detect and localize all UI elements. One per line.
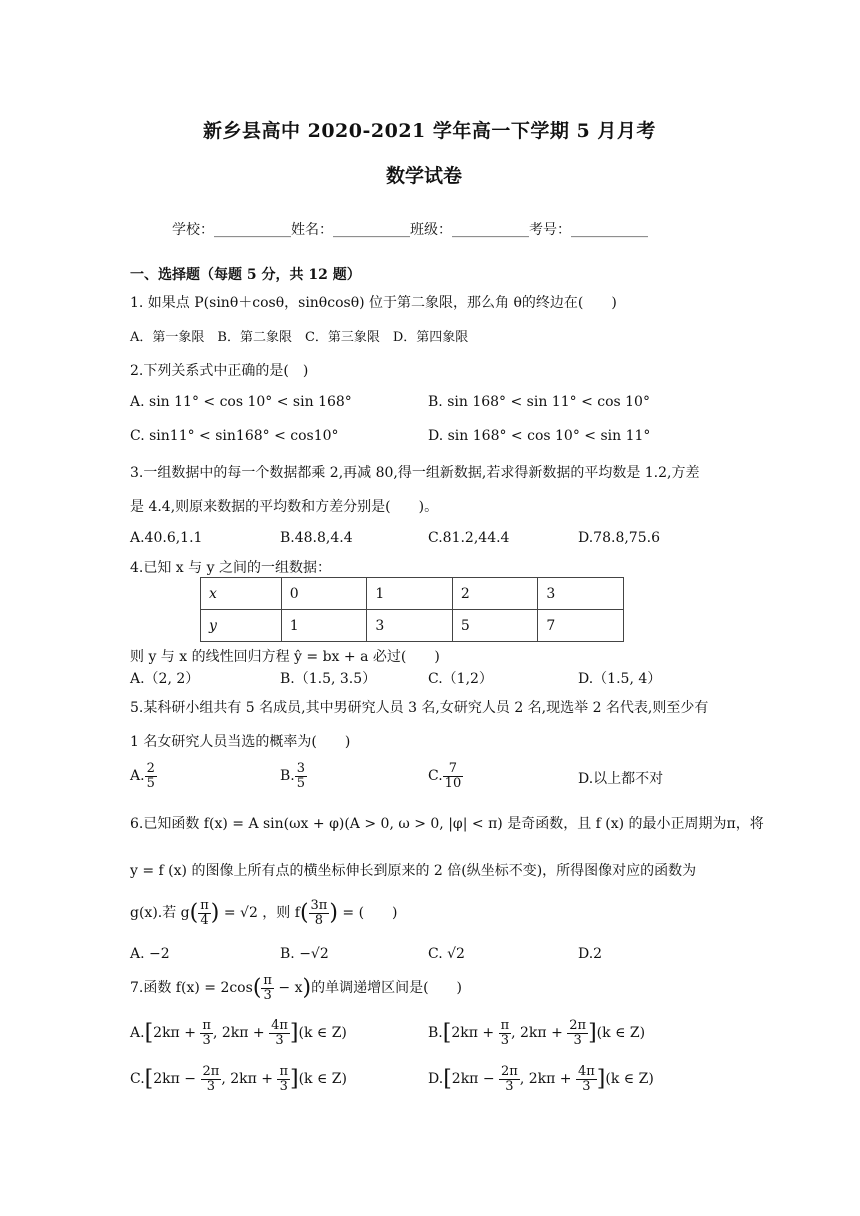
q6-line3: g(x).若 g( $\frac{\pi}{4}$ ) = √2 ，则 f( $\frac{3\pi}{8}$ ) = ( ) (130, 898, 398, 928)
section-heading: 一、选择题（每题 5 分，共 12 题） (130, 267, 361, 283)
q7-option-a: A.[2kπ + $\frac{\pi}{3}$ , 2kπ + $\frac{4\pi}{3}$ ](k ∈ Z) (130, 1018, 347, 1048)
q2-option-d: D. sin 168° < cos 10° < sin 11° (428, 428, 651, 444)
q1-stem: 1. 如果点 P(sinθ＋cosθ，sinθcosθ) 位于第二象限，那么角 θ的终边在( ) (130, 295, 617, 311)
q4-option-c: C.（1,2） (428, 671, 493, 687)
q4-option-b: B.（1.5, 3.5） (280, 671, 377, 687)
table-cell: x (201, 578, 282, 610)
q6-line2: y = f (x) 的图像上所有点的横坐标伸长到原来的 2 倍(纵坐标不变)，所得图像对应的函数为 (130, 863, 697, 879)
table-cell: 7 (538, 610, 624, 642)
student-info-line: 学校：___________姓名：___________班级：___________考号：___________ (172, 222, 648, 238)
fraction: $\frac{2\pi}{3}$ (569, 1018, 587, 1048)
q4-stem: 4.已知 x 与 y 之间的一组数据： (130, 560, 331, 576)
fraction: $\frac{4\pi}{3}$ (271, 1018, 288, 1048)
q2-option-b: B. sin 168° < sin 11° < cos 10° (428, 394, 650, 410)
q3-option-c: C.81.2,44.4 (428, 530, 510, 546)
fraction: $\frac{2}{5}$ (146, 761, 155, 791)
table-cell: 2 (452, 578, 538, 610)
fraction: $\frac{\pi}{3}$ (202, 1018, 211, 1048)
table-row (201, 578, 624, 610)
table-cell: 1 (281, 610, 367, 642)
q5-option-b: B. $\frac{3}{5}$ (280, 761, 306, 791)
q3-option-a: A.40.6,1.1 (130, 530, 203, 546)
q2-option-a: A. sin 11° < cos 10° < sin 168° (130, 394, 352, 410)
table-cell: 5 (452, 610, 538, 642)
fraction: $\frac{3}{5}$ (296, 761, 306, 791)
table-cell: 1 (367, 578, 453, 610)
q6-option-a: A. −2 (130, 946, 170, 962)
q6-line1: 6.已知函数 f(x) = A sin(ωx + φ)(A > 0, ω > 0, |φ| < π) 是奇函数，且 f (x) 的最小正周期为π，将 (130, 816, 764, 832)
fraction: $\frac{7}{10}$ (444, 761, 462, 791)
q7-option-b: B.[2kπ + $\frac{\pi}{3}$ , 2kπ + $\frac{2\pi}{3}$ ](k ∈ Z) (428, 1018, 646, 1048)
q3-line2: 是 4.4,则原来数据的平均数和方差分别是( )。 (130, 499, 439, 515)
table-cell: y (201, 610, 282, 642)
page-title: 新乡县高中 2020-2021 学年高一下学期 5 月月考 (203, 120, 656, 142)
q7-stem: 7.函数 f(x) = 2cos( $\frac{\pi}{3}$ − x)的单调递增区间是( ) (130, 973, 463, 1003)
fraction: $\frac{2\pi}{3}$ (202, 1064, 220, 1094)
q3-option-d: D.78.8,75.6 (578, 530, 660, 546)
fraction: $\frac{2\pi}{3}$ (501, 1064, 518, 1094)
table-cell: 0 (281, 578, 367, 610)
fraction: $\frac{\pi}{3}$ (263, 973, 272, 1003)
table-cell: 3 (367, 610, 453, 642)
page-subtitle: 数学试卷 (386, 165, 463, 187)
q5-option-c: C. $\frac{7}{10}$ (428, 761, 462, 791)
fraction: $\frac{\pi}{3}$ (279, 1064, 288, 1094)
fraction: $\frac{4\pi}{3}$ (577, 1064, 595, 1094)
q4-option-a: A.（2, 2） (130, 671, 200, 687)
q6-option-c: C. √2 (428, 946, 465, 962)
q3-line1: 3.一组数据中的每一个数据都乘 2,再减 80,得一组新数据,若求得新数据的平均数是 1.2,方差 (130, 465, 700, 481)
q5-line1: 5.某科研小组共有 5 名成员,其中男研究人员 3 名,女研究人员 2 名,现选举 2 名代表,则至少有 (130, 700, 709, 716)
q6-option-d: D.2 (578, 946, 603, 962)
q4-option-d: D.（1.5, 4） (578, 671, 662, 687)
q7-option-c: C.[2kπ − $\frac{2\pi}{3}$ , 2kπ + $\frac{\pi}{3}$ ](k ∈ Z) (130, 1064, 347, 1094)
q5-option-d: D.以上都不对 (578, 771, 664, 787)
fraction: $\frac{3\pi}{8}$ (310, 898, 328, 928)
fraction: $\frac{\pi}{4}$ (200, 898, 209, 928)
q1-options: A．第一象限 B．第二象限 C．第三象限 D．第四象限 (130, 330, 469, 345)
q7-option-d: D.[2kπ − $\frac{2\pi}{3}$ , 2kπ + $\frac{4\pi}{3}$ ](k ∈ Z) (428, 1064, 654, 1094)
fraction: $\frac{\pi}{3}$ (500, 1018, 510, 1048)
q2-option-c: C. sin11° < sin168° < cos10° (130, 428, 339, 444)
q5-line2: 1 名女研究人员当选的概率为( ) (130, 734, 351, 750)
q3-option-b: B.48.8,4.4 (280, 530, 353, 546)
table-cell: 3 (538, 578, 624, 610)
table-row (201, 610, 624, 642)
q5-option-a: A. $\frac{2}{5}$ (130, 761, 155, 791)
q4-data-table (200, 577, 624, 642)
q6-option-b: B. −√2 (280, 946, 329, 962)
q4-line2: 则 y 与 x 的线性回归方程 ŷ = bx + a 必过( ) (130, 649, 440, 665)
q2-stem: 2.下列关系式中正确的是( ) (130, 363, 309, 379)
